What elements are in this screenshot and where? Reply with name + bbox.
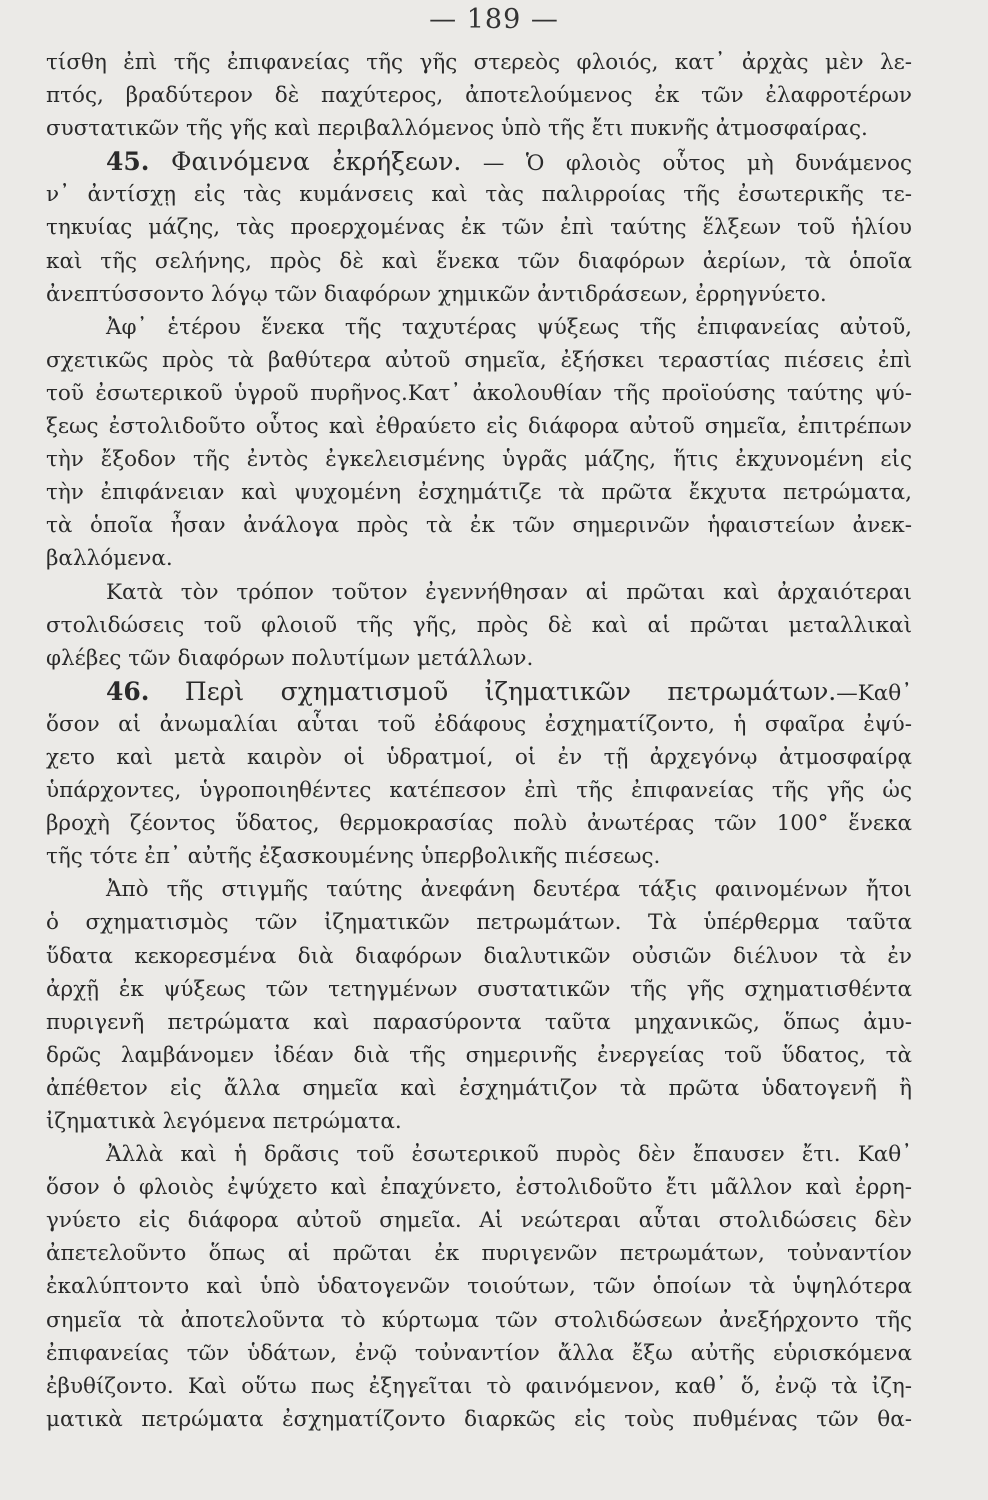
text-line: [46, 1403, 912, 1436]
line-text: τοῦ ἐσωτερικοῦ ὑγροῦ πυρῆνος.Κατ᾽ ἀκολουθίαν τῆς προϊούσης ταύτης ψύ-: [46, 380, 912, 406]
text-line: [46, 807, 912, 840]
page-number: — 189 —: [429, 4, 559, 35]
text-line: [46, 774, 912, 807]
section-number: 46.: [106, 676, 150, 706]
line-text: ν᾽ ἀντίσχῃ εἰς τὰς κυμάνσεις καὶ τὰς παλιρροίας τῆς ἐσωτερικῆς τε-: [46, 182, 912, 208]
text-line: [46, 873, 912, 906]
line-text: ἐβυθίζοντο. Καὶ οὕτω πως ἐξηγεῖται τὸ φαινόμενον, καθ᾽ ὅ, ἐνῷ τὰ ἰζη-: [46, 1373, 912, 1399]
line-text: ὕδατα κεκορεσμένα διὰ διαφόρων διαλυτικῶν οὐσιῶν διέλυον τὰ ἐν: [46, 943, 912, 969]
text-line: [46, 344, 912, 377]
text-line: [46, 1204, 912, 1237]
line-text: ἀπέθετον εἰς ἄλλα σημεῖα καὶ ἐσχημάτιζον τὰ πρῶτα ὑδατογενῆ ἢ: [46, 1075, 912, 1101]
section-heading-text: —Καθ᾽: [836, 680, 912, 706]
line-text: Ἀφ᾽ ἑτέρου ἕνεκα τῆς ταχυτέρας ψύξεως τῆς ἐπιφανείας αὐτοῦ,: [106, 314, 912, 340]
body-text: [46, 46, 912, 1436]
text-line: [46, 542, 912, 575]
text-line: [46, 973, 912, 1006]
text-line: [46, 377, 912, 410]
text-line: [46, 46, 912, 79]
text-line: [46, 642, 912, 675]
section-number: 45.: [106, 147, 150, 177]
line-text: πυριγενῆ πετρώματα καὶ παρασύροντα ταῦτα μηχανικῶς, ὅπως ἀμυ-: [46, 1009, 912, 1035]
line-text: ὑπάρχοντες, ὑγροποιηθέντες κατέπεσον ἐπὶ τῆς ἐπιφανείας τῆς γῆς ὡς: [46, 778, 912, 804]
line-text: ἰζηματικὰ λεγόμενα πετρώματα.: [46, 1109, 402, 1134]
line-text: τίσθη ἐπὶ τῆς ἐπιφανείας τῆς γῆς στερεὸς φλοιός, κατ᾽ ἀρχὰς μὲν λε-: [46, 50, 912, 75]
line-text: γνύετο εἰς διάφορα αὐτοῦ σημεῖα. Αἱ νεώτεραι αὗται στολιδώσεις δὲν: [46, 1208, 912, 1234]
line-text: ἀρχῇ ἐκ ψύξεως τῶν τετηγμένων συστατικῶν τῆς γῆς σχηματισθέντα: [46, 976, 912, 1002]
line-text: ὅσον αἱ ἀνωμαλίαι αὗται τοῦ ἐδάφους ἐσχηματίζοντο, ἡ σφαῖρα ἐψύ-: [46, 711, 912, 737]
text-line: [46, 245, 912, 278]
text-line: [46, 1072, 912, 1105]
line-text: χετο καὶ μετὰ καιρὸν οἱ ὑδρατμοί, οἱ ἐν τῇ ἀρχεγόνῳ ἀτμοσφαίρᾳ: [46, 744, 912, 770]
line-text: καὶ τῆς σελήνης, πρὸς δὲ καὶ ἕνεκα τῶν διαφόρων ἀερίων, τὰ ὁποῖα: [46, 248, 912, 274]
text-line: [46, 840, 912, 873]
section-heading-line: [46, 145, 912, 178]
text-line: [46, 311, 912, 344]
text-line: [46, 443, 912, 476]
text-line: [46, 79, 912, 112]
text-line: [46, 906, 912, 939]
line-text: τὴν ἐπιφάνειαν καὶ ψυχομένη ἐσχημάτιζε τὰ πρῶτα ἔκχυτα πετρώματα,: [46, 480, 912, 506]
line-text: συστατικῶν τῆς γῆς καὶ περιβαλλόμενος ὑπὸ τῆς ἔτι πυκνῆς ἀτμοσφαίρας.: [46, 116, 868, 142]
text-line: [46, 476, 912, 509]
line-text: βροχὴ ζέοντος ὕδατος, θερμοκρασίας πολὺ ἀνωτέρας τῶν 100° ἕνεκα: [46, 811, 912, 837]
text-line: [46, 112, 912, 145]
line-text: ἐκαλύπτοντο καὶ ὑπὸ ὑδατογενῶν τοιούτων, τῶν ὁποίων τὰ ὑψηλότερα: [46, 1274, 912, 1300]
line-text: φλέβες τῶν διαφόρων πολυτίμων μετάλλων.: [46, 645, 534, 671]
text-line: [46, 940, 912, 973]
text-line: [46, 1039, 912, 1072]
line-text: σχετικῶς πρὸς τὰ βαθύτερα αὐτοῦ σημεῖα, ἐξήσκει τεραστίας πιέσεις ἐπὶ: [46, 347, 912, 373]
text-line: [46, 741, 912, 774]
line-text: ἀνεπτύσσοντο λόγῳ τῶν διαφόρων χημικῶν ἀντιδράσεων, ἐρρηγνύετο.: [46, 281, 827, 307]
text-line: [46, 178, 912, 211]
text-line: [46, 1105, 912, 1138]
text-line: [46, 1270, 912, 1303]
line-text: τηκυίας μάζης, τὰς προερχομένας ἐκ τῶν ἐπὶ ταύτης ἕλξεων τοῦ ἡλίου: [46, 215, 912, 241]
line-text: τῆς τότε ἐπ᾽ αὐτῆς ἐξασκουμένης ὑπερβολικῆς πιέσεως.: [46, 844, 661, 870]
text-line: [46, 1237, 912, 1270]
text-line: [46, 1138, 912, 1171]
line-text: ὅσον ὁ φλοιὸς ἐψύχετο καὶ ἐπαχύνετο, ἐστολιδοῦτο ἔτι μᾶλλον καὶ ἐρρη-: [46, 1175, 912, 1201]
line-text: στολιδώσεις τοῦ φλοιοῦ τῆς γῆς, πρὸς δὲ καὶ αἱ πρῶται μεταλλικαὶ: [46, 612, 912, 638]
text-line: [46, 211, 912, 244]
text-line: [46, 576, 912, 609]
section-heading-line: [46, 675, 912, 708]
line-text: ξεως ἐστολιδοῦτο οὗτος καὶ ἐθραύετο εἰς διάφορα αὐτοῦ σημεῖα, ἐπιτρέπων: [46, 414, 912, 440]
text-line: [46, 410, 912, 443]
line-text: ἀπετελοῦντο ὅπως αἱ πρῶται ἐκ πυριγενῶν πετρωμάτων, τοὐναντίον: [46, 1241, 912, 1267]
text-line: [46, 1006, 912, 1039]
line-text: Κατὰ τὸν τρόπον τοῦτον ἐγεννήθησαν αἱ πρῶται καὶ ἀρχαιότεραι: [106, 579, 912, 605]
text-line: [46, 509, 912, 542]
line-text: πτός, βραδύτερον δὲ παχύτερος, ἀποτελούμενος ἐκ τῶν ἐλαφροτέρων: [46, 83, 912, 109]
line-text: ὁ σχηματισμὸς τῶν ἰζηματικῶν πετρωμάτων. Τὰ ὑπέρθερμα ταῦτα: [46, 910, 912, 936]
line-text: Ἀπὸ τῆς στιγμῆς ταύτης ἀνεφάνη δευτέρα τάξις φαινομένων ἤτοι: [106, 877, 912, 903]
text-line: [46, 609, 912, 642]
line-text: βαλλόμενα.: [46, 546, 173, 572]
line-text: τὴν ἔξοδον τῆς ἐντὸς ἐγκελεισμένης ὑγρᾶς μάζης, ἥτις ἐκχυνομένη εἰς: [46, 447, 912, 473]
text-line: [46, 1337, 912, 1370]
line-text: Ἀλλὰ καὶ ἡ δρᾶσις τοῦ ἐσωτερικοῦ πυρὸς δὲν ἔπαυσεν ἔτι. Καθ᾽: [106, 1142, 912, 1168]
line-text: ματικὰ πετρώματα ἐσχηματίζοντο διαρκῶς εἰς τοὺς πυθμένας τῶν θα-: [46, 1406, 912, 1432]
section-title: Φαινόμενα ἐκρήξεων.: [171, 147, 462, 177]
text-line: [46, 1304, 912, 1337]
line-text: ἐπιφανείας τῶν ὑδάτων, ἐνῷ τοὐναντίον ἄλλα ἔξω αὐτῆς εὑρισκόμενα: [46, 1340, 912, 1366]
section-heading-text: — Ὁ φλοιὸς οὗτος μὴ δυνάμενος: [461, 151, 912, 177]
line-text: σημεῖα τὰ ἀποτελοῦντα τὸ κύρτωμα τῶν στολιδώσεων ἀνεξήρχοντο τῆς: [46, 1307, 912, 1333]
text-line: [46, 1370, 912, 1403]
text-line: [46, 278, 912, 311]
line-text: τὰ ὁποῖα ἦσαν ἀνάλογα πρὸς τὰ ἐκ τῶν σημερινῶν ἡφαιστείων ἀνεκ-: [46, 513, 912, 539]
text-line: [46, 1171, 912, 1204]
line-text: δρῶς λαμβάνομεν ἰδέαν διὰ τῆς σημερινῆς ἐνεργείας τοῦ ὕδατος, τὰ: [46, 1042, 912, 1068]
text-line: [46, 708, 912, 741]
section-title: Περὶ σχηματισμοῦ ἰζηματικῶν πετρωμάτων.: [184, 676, 837, 706]
